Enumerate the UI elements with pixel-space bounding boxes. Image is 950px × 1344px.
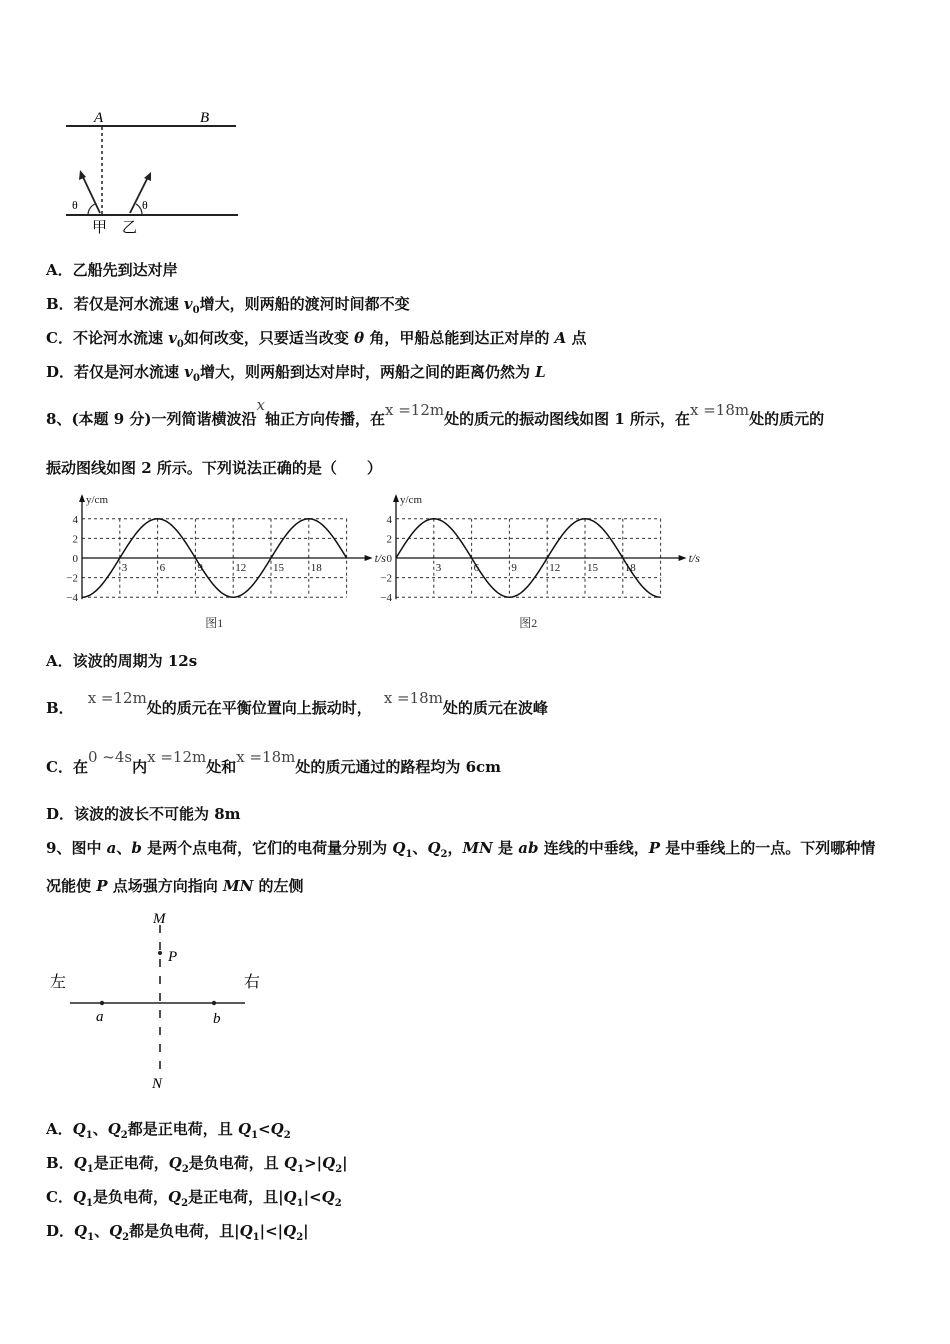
stem-text: 处的质元的振动图线如图 1 所示，在 bbox=[444, 410, 690, 428]
x-axis-arrow bbox=[679, 555, 687, 561]
y-axis-label: y/cm bbox=[86, 494, 108, 506]
q8-option-c[interactable] bbox=[46, 748, 502, 777]
option-text: 处和 bbox=[206, 758, 237, 776]
option-text: 若仅是河水流速 bbox=[74, 363, 185, 381]
var-v: v bbox=[183, 295, 193, 313]
option-label: D． bbox=[46, 363, 75, 381]
y-tick-label: −4 bbox=[66, 592, 78, 605]
option-text: 都是负电荷，且| bbox=[129, 1222, 240, 1240]
option-text: 处的质元在平衡位置向上振动时， bbox=[146, 699, 372, 717]
angle-theta-left: θ bbox=[72, 198, 78, 212]
stem-text: ， bbox=[447, 839, 463, 857]
point-n-label: N bbox=[152, 1076, 163, 1092]
var-q1: Q bbox=[237, 1120, 252, 1138]
x-axis-label: t/s bbox=[688, 551, 700, 565]
option-label: A． bbox=[46, 1120, 73, 1138]
x-tick-label: 6 bbox=[159, 562, 166, 574]
y-axis-arrow bbox=[393, 494, 399, 502]
q9-option-a[interactable] bbox=[46, 1119, 291, 1146]
sub-2: 2 bbox=[283, 1130, 291, 1141]
var-p: P bbox=[96, 877, 108, 895]
var-q2: Q bbox=[109, 1222, 123, 1240]
option-text: 、 bbox=[92, 1120, 108, 1138]
var-v: v bbox=[184, 363, 193, 381]
charge-a-label: a bbox=[96, 1009, 104, 1025]
var-mn: MN bbox=[222, 877, 254, 895]
var-q1: Q bbox=[284, 1154, 298, 1172]
x-tick-label: 6 bbox=[473, 562, 480, 574]
option-label: D． bbox=[46, 1222, 75, 1240]
math-pos-18: x =18m bbox=[236, 748, 296, 766]
operator: |< bbox=[303, 1188, 322, 1206]
stem-text: 连线的中垂线， bbox=[538, 839, 649, 857]
sub-2: 2 bbox=[296, 1232, 304, 1243]
x-tick-label: 12 bbox=[235, 562, 247, 574]
chart-caption: 图1 bbox=[205, 616, 224, 630]
q7-option-c[interactable] bbox=[46, 328, 586, 355]
sub-1: 1 bbox=[405, 849, 413, 860]
y-tick-label: 0 bbox=[386, 553, 392, 565]
boat-yi-label: 乙 bbox=[122, 220, 138, 236]
var-a: a bbox=[106, 839, 117, 857]
sub-2: 2 bbox=[334, 1198, 342, 1209]
charges-figure bbox=[40, 905, 280, 1095]
operator: |<| bbox=[259, 1222, 284, 1240]
q9-stem-line1 bbox=[46, 838, 875, 865]
y-tick-label: 4 bbox=[72, 513, 78, 526]
stem-text: 是中垂线上的一点。下列哪种情 bbox=[660, 839, 876, 857]
option-text: 增大，则两船到达对岸时，两船之间的距离仍然为 bbox=[199, 363, 536, 381]
stem-text: 振动图线如图 2 所示。下列说法正确的是（ ） bbox=[46, 459, 382, 477]
var-a: A bbox=[554, 329, 567, 347]
q8-option-b[interactable] bbox=[46, 689, 548, 718]
option-text: 点 bbox=[566, 329, 587, 347]
var-l: L bbox=[535, 363, 546, 381]
sub-1: 1 bbox=[296, 1198, 304, 1209]
y-tick-label: −2 bbox=[380, 572, 392, 585]
sub-2: 2 bbox=[122, 1232, 130, 1243]
var-ab: ab bbox=[518, 839, 539, 857]
sub-1: 1 bbox=[252, 1232, 260, 1243]
operator: | bbox=[303, 1222, 309, 1240]
sub-2: 2 bbox=[335, 1164, 343, 1175]
q7-option-b[interactable] bbox=[46, 294, 410, 321]
option-text: 是负电荷， bbox=[93, 1188, 169, 1206]
chart-caption: 图2 bbox=[519, 616, 538, 630]
y-tick-label: −4 bbox=[380, 592, 392, 605]
option-text: 不论河水流速 bbox=[72, 329, 169, 347]
sub-2: 2 bbox=[181, 1164, 189, 1175]
question-number: 8、 bbox=[46, 410, 72, 428]
x-tick-label: 15 bbox=[587, 562, 598, 574]
q7-option-d[interactable] bbox=[46, 362, 546, 389]
sub-1: 1 bbox=[86, 1164, 94, 1175]
var-mn: MN bbox=[462, 839, 493, 857]
var-q1: Q bbox=[283, 1188, 297, 1206]
vibration-chart-2 bbox=[370, 490, 700, 632]
q9-option-d[interactable] bbox=[46, 1221, 309, 1248]
q8-option-a[interactable] bbox=[46, 651, 197, 671]
point-m-label: M bbox=[153, 911, 166, 927]
math-pos-12: x =12m bbox=[147, 748, 207, 766]
option-label: D． bbox=[46, 805, 75, 823]
var-q1: Q bbox=[239, 1222, 253, 1240]
option-text: 都是正电荷，且 bbox=[127, 1120, 238, 1138]
x-tick-label: 3 bbox=[435, 562, 442, 574]
option-text: 如何改变，只要适当改变 bbox=[183, 329, 355, 347]
option-text: 角，甲船总能到达正对岸的 bbox=[364, 329, 555, 347]
stem-text: 是 bbox=[492, 839, 519, 857]
sub-1: 1 bbox=[297, 1164, 305, 1175]
river-crossing-figure bbox=[60, 105, 245, 240]
q8-option-d[interactable] bbox=[46, 804, 241, 824]
sub-1: 1 bbox=[251, 1130, 259, 1141]
left-label: 左 bbox=[50, 974, 67, 991]
q9-option-c[interactable] bbox=[46, 1187, 342, 1214]
sub-1: 1 bbox=[86, 1198, 93, 1209]
x-tick-label: 3 bbox=[121, 562, 128, 574]
x-tick-label: 15 bbox=[273, 562, 284, 574]
operator: | bbox=[342, 1154, 348, 1172]
question-number: 9、 bbox=[46, 839, 72, 857]
option-text: 增大，则两船的渡河时间都不变 bbox=[199, 295, 410, 313]
option-text: 处的质元通过的路程均为 6cm bbox=[295, 758, 502, 776]
y-tick-label: 4 bbox=[386, 513, 392, 526]
math-pos-12: x =12m bbox=[385, 401, 445, 419]
var-q2: Q bbox=[168, 1188, 182, 1206]
option-label: B． bbox=[46, 295, 74, 313]
var-b: b bbox=[131, 839, 142, 857]
y-tick-label: −2 bbox=[66, 572, 78, 585]
q9-stem-line2 bbox=[46, 876, 304, 896]
var-q2: Q bbox=[283, 1222, 297, 1240]
sub-0: 0 bbox=[192, 373, 200, 384]
sub-2: 2 bbox=[181, 1198, 189, 1209]
stem-text: 的左侧 bbox=[253, 877, 304, 895]
q7-option-a[interactable] bbox=[46, 260, 178, 280]
var-q2: Q bbox=[107, 1120, 121, 1138]
option-text: 处的质元在波峰 bbox=[442, 699, 548, 717]
sub-2: 2 bbox=[440, 849, 448, 860]
var-q1: Q bbox=[73, 1154, 87, 1172]
point-b-label: B bbox=[200, 110, 210, 126]
vibration-chart-1 bbox=[56, 490, 386, 632]
sub-0: 0 bbox=[192, 305, 200, 316]
y-tick-label: 0 bbox=[72, 553, 78, 565]
sub-0: 0 bbox=[176, 339, 184, 350]
stem-text: 点场强方向指向 bbox=[107, 877, 223, 895]
var-q2: Q bbox=[168, 1154, 182, 1172]
stem-text: (本题 9 分)一列简谐横波沿 bbox=[71, 410, 257, 428]
operator: < bbox=[258, 1120, 271, 1138]
option-text: 若仅是河水流速 bbox=[73, 295, 184, 313]
option-label: B． bbox=[46, 699, 74, 717]
stem-text: 、 bbox=[116, 839, 132, 857]
x-axis-label: t/s bbox=[374, 551, 386, 565]
right-label: 右 bbox=[244, 974, 261, 991]
y-tick-label: 2 bbox=[386, 533, 392, 546]
stem-text: 处的质元的 bbox=[749, 410, 825, 428]
x-tick-label: 9 bbox=[197, 562, 203, 574]
boat-jia-label: 甲 bbox=[92, 220, 108, 236]
option-text: 乙船先到达对岸 bbox=[72, 261, 178, 279]
stem-text: 轴正方向传播，在 bbox=[264, 410, 385, 428]
y-axis-arrow bbox=[79, 494, 85, 502]
option-text: 该波的波长不可能为 8m bbox=[74, 805, 241, 823]
sub-2: 2 bbox=[120, 1130, 128, 1141]
math-pos-12: x =12m bbox=[87, 689, 147, 707]
option-label: C． bbox=[46, 1188, 73, 1206]
option-text: 、 bbox=[94, 1222, 110, 1240]
sub-1: 1 bbox=[85, 1130, 93, 1141]
math-time-range: 0 ~4s bbox=[87, 748, 133, 766]
option-label: C． bbox=[46, 758, 73, 776]
var-theta: θ bbox=[354, 329, 365, 347]
var-q1: Q bbox=[74, 1222, 88, 1240]
option-text: 是负电荷，且 bbox=[188, 1154, 285, 1172]
math-pos-18: x =18m bbox=[690, 401, 750, 419]
operator: >| bbox=[304, 1154, 323, 1172]
var-q2: Q bbox=[322, 1154, 336, 1172]
x-tick-label: 18 bbox=[310, 562, 322, 574]
x-tick-label: 9 bbox=[511, 562, 517, 574]
option-label: A． bbox=[46, 261, 73, 279]
sub-1: 1 bbox=[87, 1232, 95, 1243]
q8-stem-line1 bbox=[46, 396, 825, 429]
var-v: v bbox=[168, 329, 177, 347]
option-text: 是正电荷，且| bbox=[188, 1188, 284, 1206]
stem-text: 、 bbox=[412, 839, 428, 857]
option-text: 在 bbox=[72, 758, 88, 776]
stem-text: 图中 bbox=[71, 839, 107, 857]
point-a-label: A bbox=[94, 110, 104, 126]
angle-theta-right: θ bbox=[142, 198, 148, 212]
stem-text: 况能使 bbox=[46, 877, 97, 895]
q8-stem-line2 bbox=[46, 458, 382, 478]
math-x: x bbox=[256, 396, 265, 414]
var-p: P bbox=[648, 839, 661, 857]
option-label: B． bbox=[46, 1154, 74, 1172]
option-text: 该波的周期为 12s bbox=[72, 652, 198, 670]
charge-b-label: b bbox=[213, 1011, 221, 1027]
q9-option-b[interactable] bbox=[46, 1153, 348, 1180]
var-q2: Q bbox=[321, 1188, 335, 1206]
option-label: C． bbox=[46, 329, 73, 347]
y-tick-label: 2 bbox=[72, 533, 78, 546]
var-q1: Q bbox=[72, 1120, 86, 1138]
point-p-label: P bbox=[168, 949, 178, 965]
option-text: 内 bbox=[132, 758, 148, 776]
y-axis-label: y/cm bbox=[400, 494, 422, 506]
stem-text: 是两个点电荷，它们的电荷量分别为 bbox=[141, 839, 393, 857]
x-tick-label: 12 bbox=[549, 562, 561, 574]
var-q1: Q bbox=[392, 839, 406, 857]
var-q2: Q bbox=[427, 839, 441, 857]
math-pos-18: x =18m bbox=[383, 689, 443, 707]
option-label: A． bbox=[46, 652, 73, 670]
x-tick-label: 18 bbox=[624, 562, 636, 574]
var-q2: Q bbox=[270, 1120, 284, 1138]
option-text: 是正电荷， bbox=[93, 1154, 169, 1172]
var-q1: Q bbox=[72, 1188, 87, 1206]
